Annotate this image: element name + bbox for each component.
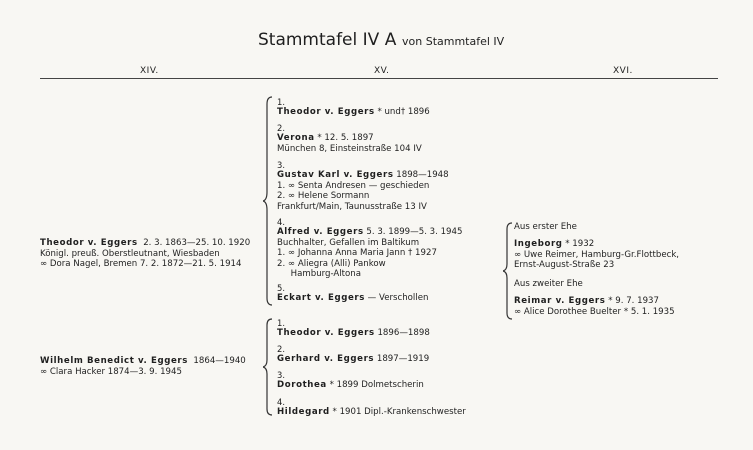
child-entry-w4 — [277, 397, 466, 418]
grandchild-entry-reimar — [514, 296, 675, 317]
child-entry-w3 — [277, 370, 424, 391]
header-rule — [40, 78, 718, 79]
child-entry-3 — [277, 160, 449, 212]
children-brace-1 — [263, 96, 273, 306]
parent-name: Theodor v. Eggers — [40, 238, 138, 248]
child-name: Eckart v. Eggers — [277, 293, 365, 303]
child-number: 5. — [277, 283, 285, 293]
child-detail: Frankfurt/Main, Taunusstraße 13 IV — [277, 201, 427, 212]
child-number: 4. — [277, 397, 285, 407]
parent-occupation: Königl. preuß. Oberstleutnant, Wiesbaden — [40, 248, 220, 259]
parent-entry-theodor — [40, 238, 250, 270]
child-entry-2 — [277, 123, 422, 154]
grandchild-name: Ingeborg — [514, 239, 563, 249]
child-number: 3. — [277, 370, 285, 380]
child-number: 4. — [277, 217, 285, 227]
page-title: Stammtafel IV A — [258, 30, 397, 50]
child-detail: 2. ∞ Helene Sormann — [277, 191, 370, 201]
grandchildren-brace — [503, 222, 513, 320]
child-entry-4 — [277, 217, 462, 280]
page-subtitle: von Stammtafel IV — [402, 35, 505, 48]
parent-dates: 2. 3. 1863—25. 10. 1920 — [143, 238, 251, 248]
child-entry-1 — [277, 97, 430, 118]
child-detail: Buchhalter, Gefallen im Baltikum — [277, 237, 420, 248]
generation-label-xvi: XVI. — [613, 66, 633, 76]
child-dates: 5. 3. 1899—5. 3. 1945 — [363, 227, 463, 237]
child-dates: * und† 1896 — [374, 107, 430, 117]
child-entry-w2 — [277, 344, 429, 365]
child-dates: 1897—1919 — [374, 354, 430, 364]
child-detail: 2. ∞ Aliegra (Alli) Pankow — [277, 258, 386, 269]
child-dates: — Verschollen — [364, 293, 429, 303]
parent-dates: 1864—1940 — [193, 356, 246, 366]
child-number: 1. — [277, 318, 285, 328]
child-name: Gustav Karl v. Eggers — [277, 170, 394, 180]
grandchild-dates: * 9. 7. 1937 — [605, 296, 659, 306]
child-name: Theodor v. Eggers — [277, 328, 375, 338]
parent-name: Wilhelm Benedict v. Eggers — [40, 356, 188, 366]
generation-label-xiv: XIV. — [140, 66, 159, 76]
child-dates: * 1901 Dipl.-Krankenschwester — [329, 407, 466, 417]
parent-spouse: ∞ Dora Nagel, Bremen 7. 2. 1872—21. 5. 1914 — [40, 259, 242, 269]
child-number: 1. — [277, 97, 285, 107]
grandchild-entry-ingeborg — [514, 239, 679, 271]
child-name: Dorothea — [277, 380, 327, 390]
marriage-label-second: Aus zweiter Ehe — [514, 279, 583, 289]
child-detail: 1. ∞ Johanna Anna Maria Jann † 1927 — [277, 248, 437, 258]
parent-entry-wilhelm — [40, 356, 246, 377]
grandchild-address: Ernst-August-Straße 23 — [514, 260, 615, 270]
child-number: 2. — [277, 123, 285, 133]
child-entry-w1 — [277, 318, 430, 339]
child-name: Alfred v. Eggers — [277, 227, 364, 237]
child-name: Verona — [277, 133, 315, 143]
child-number: 2. — [277, 344, 285, 354]
generation-label-xv: XV. — [374, 66, 390, 76]
child-address: München 8, Einsteinstraße 104 IV — [277, 143, 422, 154]
child-name: Gerhard v. Eggers — [277, 354, 375, 364]
child-dates: 1896—1898 — [374, 328, 430, 338]
child-detail: Hamburg-Altona — [277, 269, 362, 279]
grandchild-name: Reimar v. Eggers — [514, 296, 606, 306]
child-entry-5 — [277, 283, 428, 304]
marriage-label-first: Aus erster Ehe — [514, 222, 577, 232]
child-detail: 1. ∞ Senta Andresen — geschieden — [277, 180, 430, 191]
child-dates: * 1899 Dolmetscherin — [326, 380, 424, 390]
parent-spouse: ∞ Clara Hacker 1874—3. 9. 1945 — [40, 366, 182, 377]
child-dates: * 12. 5. 1897 — [314, 133, 374, 143]
child-number: 3. — [277, 160, 285, 170]
child-dates: 1898—1948 — [393, 170, 449, 180]
child-name: Hildegard — [277, 407, 330, 417]
grandchild-spouse: ∞ Alice Dorothee Buelter * 5. 1. 1935 — [514, 306, 675, 317]
child-name: Theodor v. Eggers — [277, 107, 375, 117]
children-brace-2 — [263, 318, 273, 416]
grandchild-dates: * 1932 — [562, 239, 595, 249]
grandchild-spouse: ∞ Uwe Reimer, Hamburg-Gr.Flottbeck, — [514, 249, 680, 260]
